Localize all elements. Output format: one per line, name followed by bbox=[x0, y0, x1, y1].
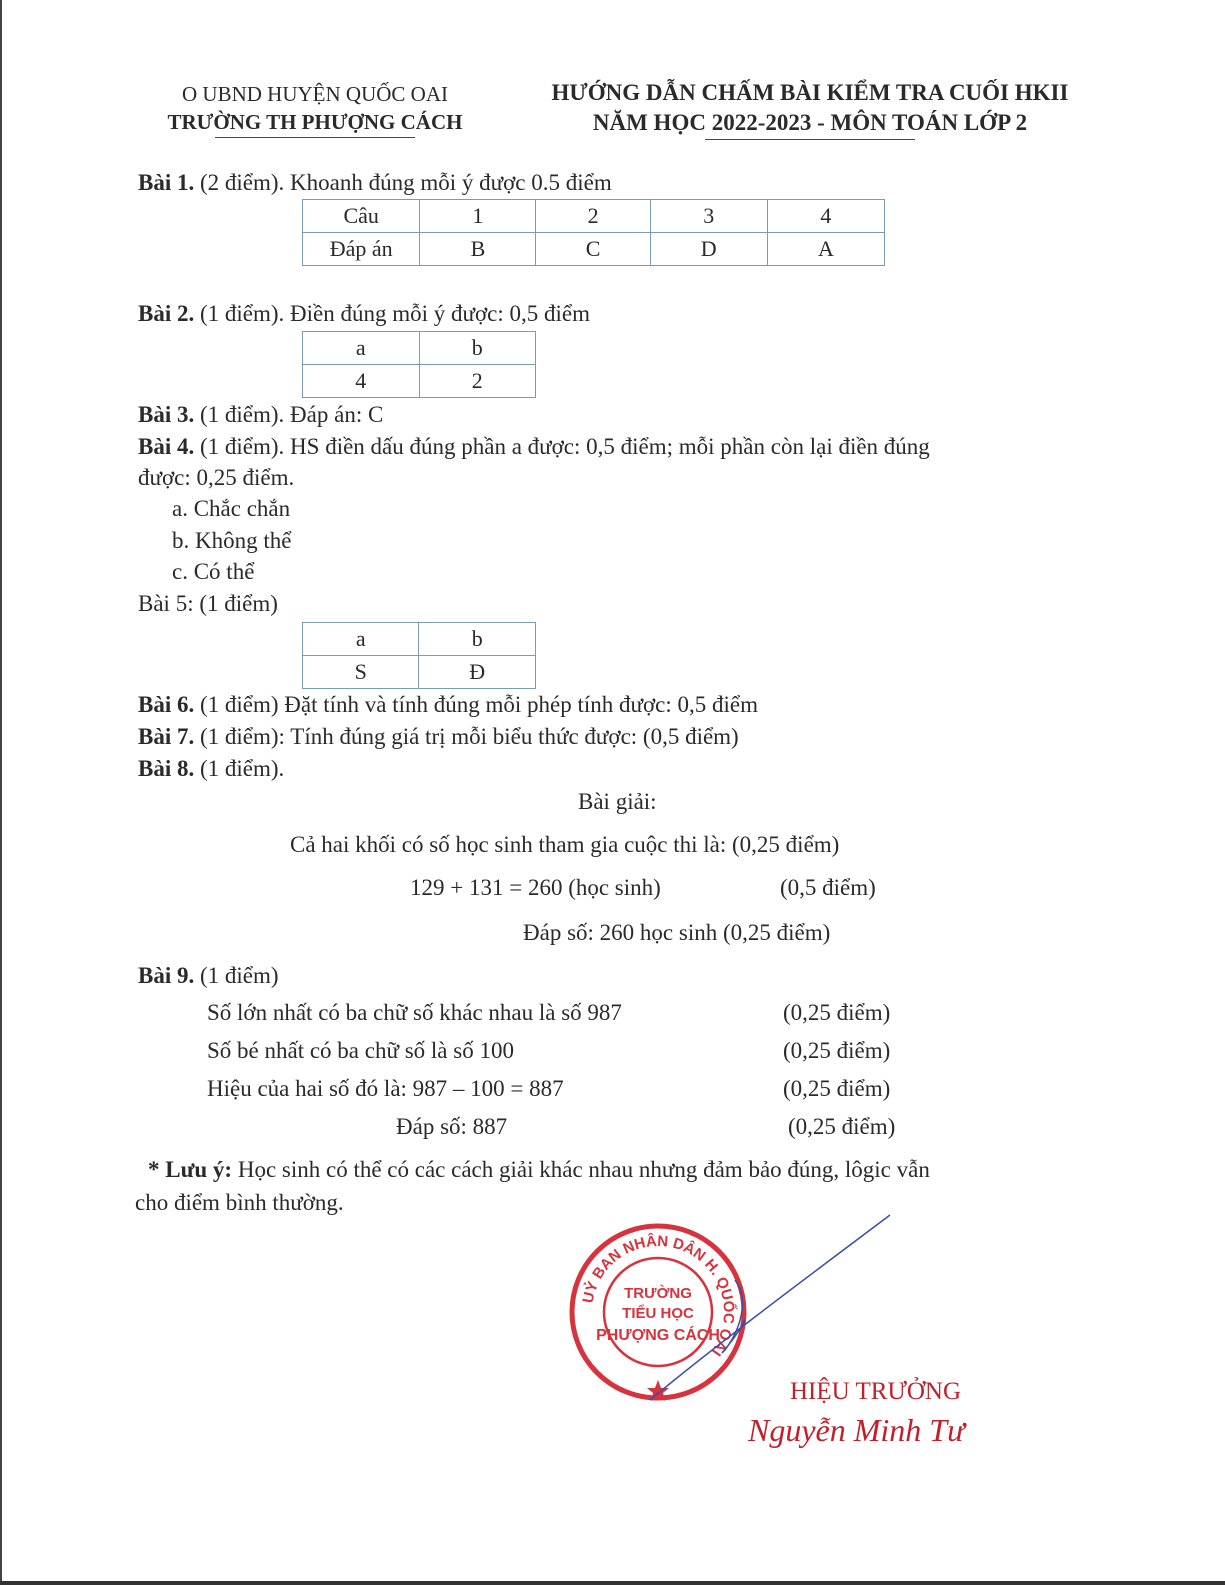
bai9-text: (1 điểm) bbox=[194, 963, 279, 988]
header-authority: O UBND HUYỆN QUỐC OAI bbox=[182, 82, 448, 106]
bai4-item-a: a. Chắc chắn bbox=[172, 496, 291, 521]
stamp-line-2: TIỂU HỌC bbox=[622, 1305, 694, 1322]
table-cell: B bbox=[420, 233, 536, 266]
table-cell: C bbox=[536, 233, 650, 266]
table-cell: D bbox=[650, 233, 767, 266]
header-left-underline bbox=[215, 137, 415, 138]
principal-name: Nguyễn Minh Tư bbox=[748, 1412, 965, 1448]
bai8-answer: Đáp số: 260 học sinh (0,25 điểm) bbox=[523, 920, 831, 945]
bai8-line bbox=[138, 754, 284, 784]
note-label: * Lưu ý: bbox=[148, 1157, 233, 1182]
bai4-item-b: b. Không thể bbox=[172, 528, 292, 553]
bai9-row-text: Hiệu của hai số đó là: 987 – 100 = 887 bbox=[207, 1076, 564, 1101]
bai8-text: (1 điểm). bbox=[194, 756, 285, 781]
bai3-line bbox=[138, 400, 383, 430]
bai8-solution-line2-score: (0,5 điểm) bbox=[780, 875, 876, 900]
table-cell: 2 bbox=[419, 365, 536, 398]
table-cell: b bbox=[419, 623, 536, 656]
table-cell: Câu bbox=[303, 200, 420, 233]
table-cell: b bbox=[419, 332, 536, 365]
header-school: TRƯỜNG TH PHƯỢNG CÁCH bbox=[167, 110, 463, 134]
table-row bbox=[303, 332, 536, 365]
note-line-2: cho điểm bình thường. bbox=[135, 1190, 344, 1215]
bai2-answer-table bbox=[302, 331, 536, 398]
scan-edge-left bbox=[0, 0, 2, 1585]
bai9-label: Bài 9. bbox=[138, 963, 195, 988]
bai6-text: (1 điểm) Đặt tính và tính đúng mỗi phép tính được: 0,5 điểm bbox=[194, 692, 759, 717]
document-subtitle: NĂM HỌC 2022-2023 - MÔN TOÁN LỚP 2 bbox=[592, 110, 1028, 135]
bai9-row-score: (0,25 điểm) bbox=[783, 1038, 891, 1063]
bai8-label: Bài 8. bbox=[138, 756, 195, 781]
bai9-answer-score: (0,25 điểm) bbox=[788, 1114, 896, 1139]
table-row bbox=[303, 656, 536, 689]
bai7-label: Bài 7. bbox=[138, 724, 195, 749]
bai1-label: Bài 1. bbox=[138, 170, 195, 195]
table-row bbox=[303, 200, 885, 233]
bai2-line bbox=[138, 299, 590, 329]
table-cell: 4 bbox=[303, 365, 420, 398]
table-row bbox=[303, 365, 536, 398]
table-row bbox=[303, 233, 885, 266]
table-cell: a bbox=[303, 332, 420, 365]
bai7-text: (1 điểm): Tính đúng giá trị mỗi biểu thức được: (0,5 điểm) bbox=[194, 724, 739, 749]
bai1-answer-table bbox=[302, 199, 885, 266]
note-text: Học sinh có thể có các cách giải khác nhau nhưng đảm bảo đúng, lôgic vẫn bbox=[232, 1157, 930, 1182]
bai9-row-text: Số lớn nhất có ba chữ số khác nhau là số 987 bbox=[207, 1000, 622, 1025]
table-cell: Đáp án bbox=[303, 233, 420, 266]
table-cell: 3 bbox=[650, 200, 767, 233]
table-row bbox=[303, 623, 536, 656]
bai7-line bbox=[138, 722, 739, 752]
bai4-line bbox=[138, 432, 930, 462]
principal-title: HIỆU TRƯỞNG bbox=[790, 1378, 962, 1405]
stamp-ring-text: UỶ BAN NHÂN DÂN H. QUỐC OAI bbox=[579, 1232, 738, 1360]
bai2-label: Bài 2. bbox=[138, 301, 195, 326]
stamp-line-1: TRƯỜNG bbox=[624, 1285, 692, 1302]
bai8-solution-line2: 129 + 131 = 260 (học sinh) bbox=[410, 875, 661, 900]
scan-edge-bottom bbox=[0, 1581, 1225, 1585]
bai9-row-text: Số bé nhất có ba chữ số là số 100 bbox=[207, 1038, 514, 1063]
table-cell: a bbox=[303, 623, 419, 656]
bai3-label: Bài 3. bbox=[138, 402, 195, 427]
bai4-label: Bài 4. bbox=[138, 434, 195, 459]
table-cell: 2 bbox=[536, 200, 650, 233]
bai3-text: (1 điểm). Đáp án: C bbox=[194, 402, 384, 427]
table-cell: Đ bbox=[419, 656, 536, 689]
bai8-solution-heading: Bài giải: bbox=[578, 789, 657, 814]
bai1-line bbox=[138, 168, 612, 198]
bai2-text: (1 điểm). Điền đúng mỗi ý được: 0,5 điểm bbox=[194, 301, 590, 326]
header-left bbox=[130, 80, 500, 138]
table-cell: S bbox=[303, 656, 419, 689]
table-cell: 1 bbox=[420, 200, 536, 233]
table-cell: 4 bbox=[767, 200, 884, 233]
header-right bbox=[500, 78, 1120, 140]
note-line bbox=[148, 1155, 930, 1185]
bai9-row-score: (0,25 điểm) bbox=[783, 1076, 891, 1101]
header-right-underline bbox=[705, 139, 915, 140]
table-cell: A bbox=[767, 233, 884, 266]
bai6-line bbox=[138, 690, 758, 720]
document-title: HƯỚNG DẪN CHẤM BÀI KIỂM TRA CUỐI HKII bbox=[551, 80, 1069, 105]
stamp-line-3: PHƯỢNG CÁCH bbox=[596, 1327, 720, 1344]
bai8-solution-line1: Cả hai khối có số học sinh tham gia cuộc thi là: (0,25 điểm) bbox=[290, 832, 840, 857]
bai4-text: (1 điểm). HS điền dấu đúng phần a được: 0,5 điểm; mỗi phần còn lại điền đúng bbox=[194, 434, 930, 459]
bai4-line-2: được: 0,25 điểm. bbox=[138, 465, 295, 490]
bai9-line bbox=[138, 961, 279, 991]
bai5-answer-table bbox=[302, 622, 536, 689]
bai5-line: Bài 5: (1 điểm) bbox=[138, 591, 278, 616]
bai1-text: (2 điểm). Khoanh đúng mỗi ý được 0.5 điểm bbox=[194, 170, 612, 195]
bai6-label: Bài 6. bbox=[138, 692, 195, 717]
bai9-row-score: (0,25 điểm) bbox=[783, 1000, 891, 1025]
bai9-answer: Đáp số: 887 bbox=[396, 1114, 508, 1139]
bai4-item-c: c. Có thể bbox=[172, 559, 255, 584]
